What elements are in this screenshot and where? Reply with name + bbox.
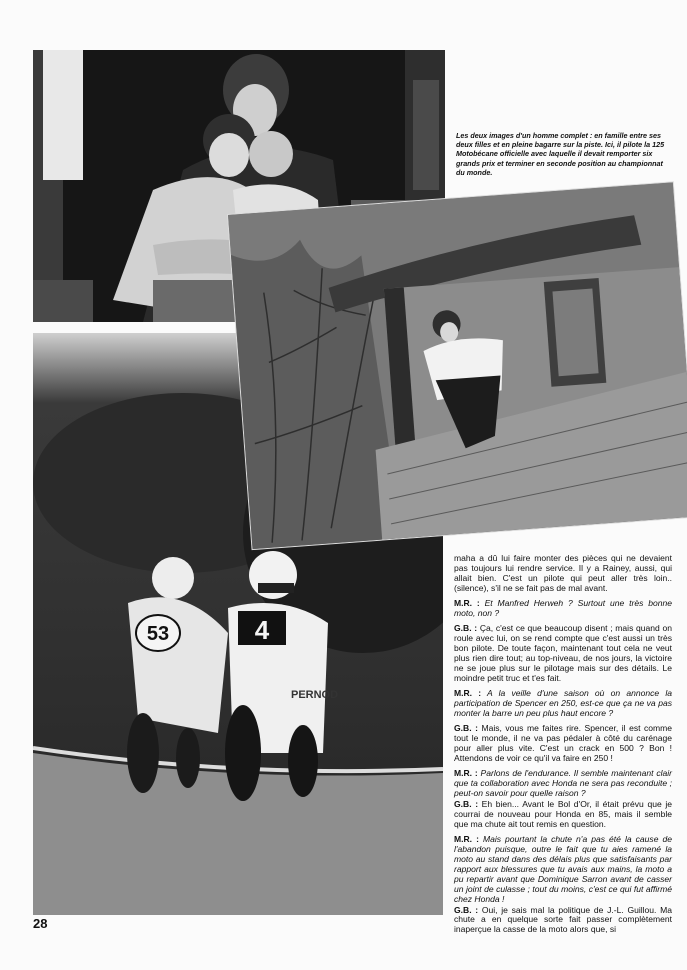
bike-number-53: 53 [146, 623, 170, 645]
article-paragraph: M.R. : A la veille d'une saison où on annonce la participation de Spencer en 250, est-ce que ça ne va pas monter la barre un peu plus haut encore ? [454, 687, 672, 718]
article-column [454, 553, 672, 939]
article-paragraph: maha a dû lui faire monter des pièces qui ne devaient pas toujours lui rendre service. Il y a Rainey, aussi, qui allait bien. C'est un pilote qui peut aller très loin.. (silence), s'il ne se fait pas de mal avant. [454, 553, 672, 593]
page-number: 28 [33, 916, 48, 931]
article-paragraph: M.R. : Et Manfred Herweh ? Surtout une très bonne moto, non ? [454, 597, 673, 618]
article-paragraph: G.B. : Eh bien... Avant le Bol d'Or, il était prévu que je courrai de nouveau pour Honda en 85, mais il semble que ma chute ait tout remis en question. [454, 798, 672, 829]
article-paragraph: G.B. : Ça, c'est ce que beaucoup disent ; mais quand on roule avec lui, on se rend compte que c'est aussi un très bon pilote. De toute façon, maintenant tout cela ne veut plus rien dire tout; au top-niveau, de nos jours, la victoire ne se joue plus sur le pilotage mais sur des détails. Le moindre petit truc et t'es fait. [454, 622, 673, 683]
article-paragraph: G.B. : Oui, je sais mal la politique de J.-L. Guillou. Ma chute a en quelque sorte fait passer complètement inaperçue la casse de la moto alors que, si [454, 904, 673, 935]
article-paragraph: M.R. : Mais pourtant la chute n'a pas été la cause de l'abandon puisque, outre le fait que tu aies ramené la moto au stand dans des délais plus que satisfaisants par rapport aux blessures que tu avais aux mains, la moto a pu repartir avant que Dominique Sarron avant de casser un joint de culasse ; tout du moins, c'est ce qui fut affirmé chez Honda ! [454, 833, 672, 904]
article-paragraph: G.B. : Mais, vous me faites rire. Spencer, il est comme tout le monde, il ne va pas pédaler à côté du carénage pour aller plus vite. C'est un crack en 500 ? Bon ! Attendons de voir ce qu'il va faire en 250 ! [454, 722, 672, 763]
sponsor-logo: PERNOD [291, 689, 339, 701]
photo-caption: Les deux images d'un homme complet : en famille entre ses deux filles et en pleine bagarre sur la piste. Ici, il pilote la 125 Motobécane officielle avec laquelle il devait remporter six grands prix et terminer en seconde position au championnat du monde. [456, 131, 665, 177]
article-paragraph: M.R. : Parlons de l'endurance. Il semble maintenant clair que ta collaboration avec Honda ne sera pas reconduite ; peut-on savoir pour quelle raison ? [454, 767, 672, 798]
house-photo [228, 182, 687, 549]
bike-number-4: 4 [254, 615, 270, 645]
